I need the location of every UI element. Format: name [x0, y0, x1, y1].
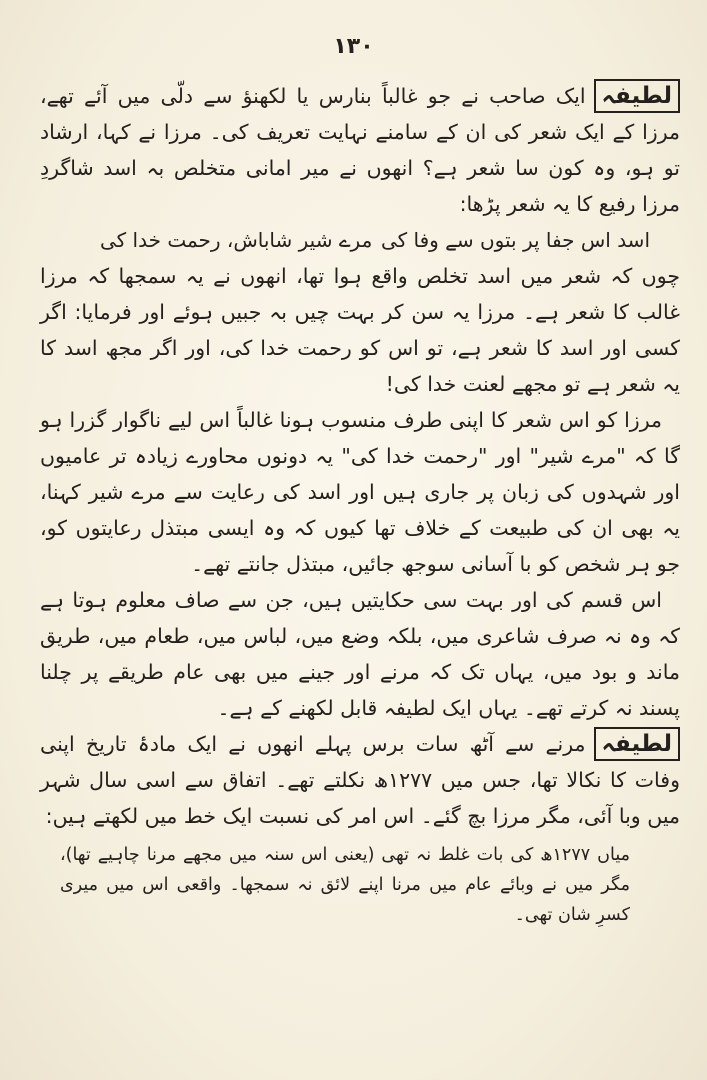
- paragraph-5: [40, 726, 680, 834]
- paragraph-5-text: مرنے سے آٹھ سات برس پہلے انھوں نے ایک مادۂ تاریخ اپنی وفات کا نکالا تھا، جس میں ۱۲۷۷ھ نکلتے تھے۔ اتفاق سے اسی سال شہر میں وبا آئی، مگر مرزا بچ گئے۔ اس امر کی نسبت ایک خط میں لکھتے ہیں:: [40, 732, 680, 828]
- paragraph-3: مرزا کو اس شعر کا اپنی طرف منسوب ہونا غالباً اس لیے ناگوار گزرا ہو گا کہ "مرے شیر" اور "رحمت خدا کی" یہ دونوں محاورے زیادہ تر عامیوں اور شہدوں کی زبان پر جاری ہیں اور اسد کی رعایت سے مرے شیر کہنا، یہ بھی ان کی طبیعت کے خلاف تھا کیوں کہ وہ ایسی مبتذل رعایتوں کو، جو ہر شخص کو با آسانی سوجھ جائیں، مبتذل جانتے تھے۔: [40, 408, 680, 576]
- page-body: [40, 78, 680, 930]
- latifa-tag-1: لطیفہ: [594, 79, 680, 113]
- paragraph-2: چوں کہ شعر میں اسد تخلص واقع ہوا تھا، انھوں نے یہ سمجھا کہ مرزا غالب کا شعر ہے۔ مرزا یہ سن کر بہت چیں بہ جبیں ہوئے اور فرمایا: اگر کسی اور اسد کا شعر ہے، تو اس کو رحمت خدا کی، اور اگر مجھ اسد کا یہ شعر ہے تو مجھے لعنت خدا کی!: [40, 264, 680, 396]
- verse-couplet: [100, 222, 650, 258]
- paragraph-1: [40, 78, 680, 222]
- verse-line-1: اسد اس جفا پر بتوں سے وفا کی: [380, 228, 650, 252]
- paragraph-4: اس قسم کی اور بہت سی حکایتیں ہیں، جن سے صاف معلوم ہوتا ہے کہ وہ نہ صرف شاعری میں، بلکہ وضع میں، لباس میں، طعام میں، طریق ماند و بود میں، یہاں تک کہ مرنے اور جینے میں بھی عام طریقے پر چلنا پسند نہ کرتے تھے۔ یہاں ایک لطیفہ قابل لکھنے کے ہے۔: [40, 588, 680, 720]
- paragraph-1-text: ایک صاحب نے جو غالباً بنارس یا لکھنؤ سے دلّی میں آئے تھے، مرزا کے ایک شعر کی ان کے سامنے نہایت تعریف کی۔ مرزا نے کہا، ارشاد تو ہو، وہ کون سا شعر ہے؟ انھوں نے میر امانی متخلص بہ اسد شاگردِ مرزا رفیع کا یہ شعر پڑھا:: [40, 84, 680, 216]
- verse-line-2: مرے شیر شاباش، رحمت خدا کی: [100, 228, 373, 252]
- latifa-tag-2: لطیفہ: [594, 727, 680, 761]
- letter-quote: میاں ۱۲۷۷ھ کی بات غلط نہ تھی (یعنی اس سنہ میں مجھے مرنا چاہیے تھا)، مگر میں نے وبائے عام میں مرنا اپنے لائق نہ سمجھا۔ واقعی اس میں میری کسرِ شان تھی۔: [60, 845, 630, 925]
- page-number: ۱۳۰: [333, 34, 374, 59]
